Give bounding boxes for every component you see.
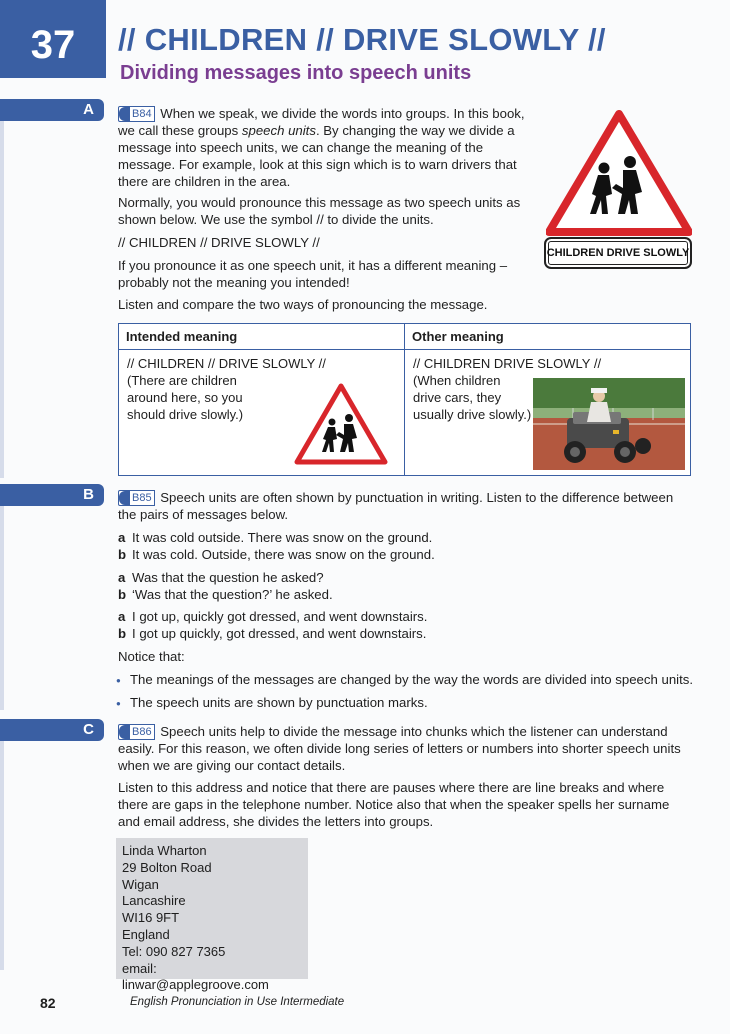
section-a-intro: B84 When we speak, we divide the words into groups. In this book, we call these groups speech units. By changing the way we divide a message into speech units, we can change the meaning of the message. For example, look at this sign which is to warn drivers that there are children in the area.	[118, 106, 525, 189]
notice-bullet-2: ● The speech units are shown by punctuation marks.	[130, 694, 428, 711]
address-box	[116, 838, 308, 993]
section-c-para2: Listen to this address and notice that there are pauses where there are line breaks and where there are gaps in the telephone number. Notice also that when the speaker spells her surname and email address, she divides the letters into groups.	[118, 780, 670, 829]
address-line: Lancashire	[122, 893, 186, 909]
audio-track-b85[interactable]: B85	[118, 490, 155, 506]
message-pair-1a: a It was cold outside. There was snow on the ground.	[118, 530, 433, 545]
message-pair-3a: a I got up, quickly got dressed, and went downstairs.	[118, 609, 428, 624]
page-number: 82	[40, 995, 56, 1011]
table-header-intended: Intended meaning	[119, 324, 405, 350]
unit-subtitle: Dividing messages into speech units	[120, 62, 472, 84]
message-pair-3b: b I got up quickly, got dressed, and went downstairs.	[118, 626, 427, 641]
section-c-label: C	[0, 719, 104, 741]
address-email: email: linwar@applegroove.com	[122, 960, 269, 993]
intended-meaning-cell: // CHILDREN // DRIVE SLOWLY // (There are children around here, so you should drive slowly.)	[119, 350, 405, 476]
message-pair-2b: b ‘Was that the question?’ he asked.	[118, 587, 333, 602]
book-title: English Pronunciation in Use Intermediate	[130, 996, 345, 1008]
address-line: Wigan	[122, 876, 159, 892]
audio-track-b84[interactable]: B84	[118, 106, 155, 122]
unit-title: // CHILDREN // DRIVE SLOWLY //	[118, 22, 606, 57]
address-line: Linda Wharton	[122, 843, 207, 858]
margin-rule	[0, 118, 4, 478]
sign-caption: CHILDREN DRIVE SLOWLY	[544, 237, 692, 269]
section-a-example: // CHILDREN // DRIVE SLOWLY //	[118, 235, 320, 250]
section-a-para4: If you pronounce it as one speech unit, it has a different meaning – probably not the meaning you intended!	[118, 258, 508, 290]
margin-rule	[0, 500, 4, 710]
audio-track-b86[interactable]: B86	[118, 724, 155, 740]
address-line: 29 Bolton Road	[122, 859, 212, 875]
address-line: England	[122, 926, 170, 942]
small-warning-sign	[293, 382, 389, 468]
section-a-para5: Listen and compare the two ways of pronouncing the message.	[118, 297, 488, 312]
meaning-table	[118, 323, 691, 476]
message-pair-1b: b It was cold. Outside, there was snow on the ground.	[118, 547, 435, 562]
section-b-intro: B85 Speech units are often shown by punctuation in writing. Listen to the difference between the pairs of messages below.	[118, 490, 674, 522]
address-phone: Tel: 090 827 7365	[122, 943, 226, 959]
section-b-label: B	[0, 484, 104, 506]
notice-heading: Notice that:	[118, 649, 185, 664]
unit-number: 37	[0, 0, 106, 78]
section-a-label: A	[0, 99, 104, 121]
notice-bullet-1: ● The meanings of the messages are changed by the way the words are divided into speech units.	[130, 671, 693, 688]
child-driving-toy-car-photo	[533, 378, 685, 470]
address-line: WI16 9FT	[122, 910, 180, 926]
other-meaning-cell: // CHILDREN DRIVE SLOWLY // (When children drive cars, they usually drive slowly.)	[405, 350, 691, 476]
message-pair-2a: a Was that the question he asked?	[118, 570, 324, 585]
section-c-intro: B86 Speech units help to divide the message into chunks which the listener can understand easily. For this reason, we often divide long series of letters or numbers into shorter speech units when we are giving our contact details.	[118, 724, 681, 773]
table-header-other: Other meaning	[405, 324, 691, 350]
margin-rule	[0, 740, 4, 970]
section-a-para2: Normally, you would pronounce this message as two speech units as shown below. We use the symbol // to divide the units.	[118, 195, 521, 227]
